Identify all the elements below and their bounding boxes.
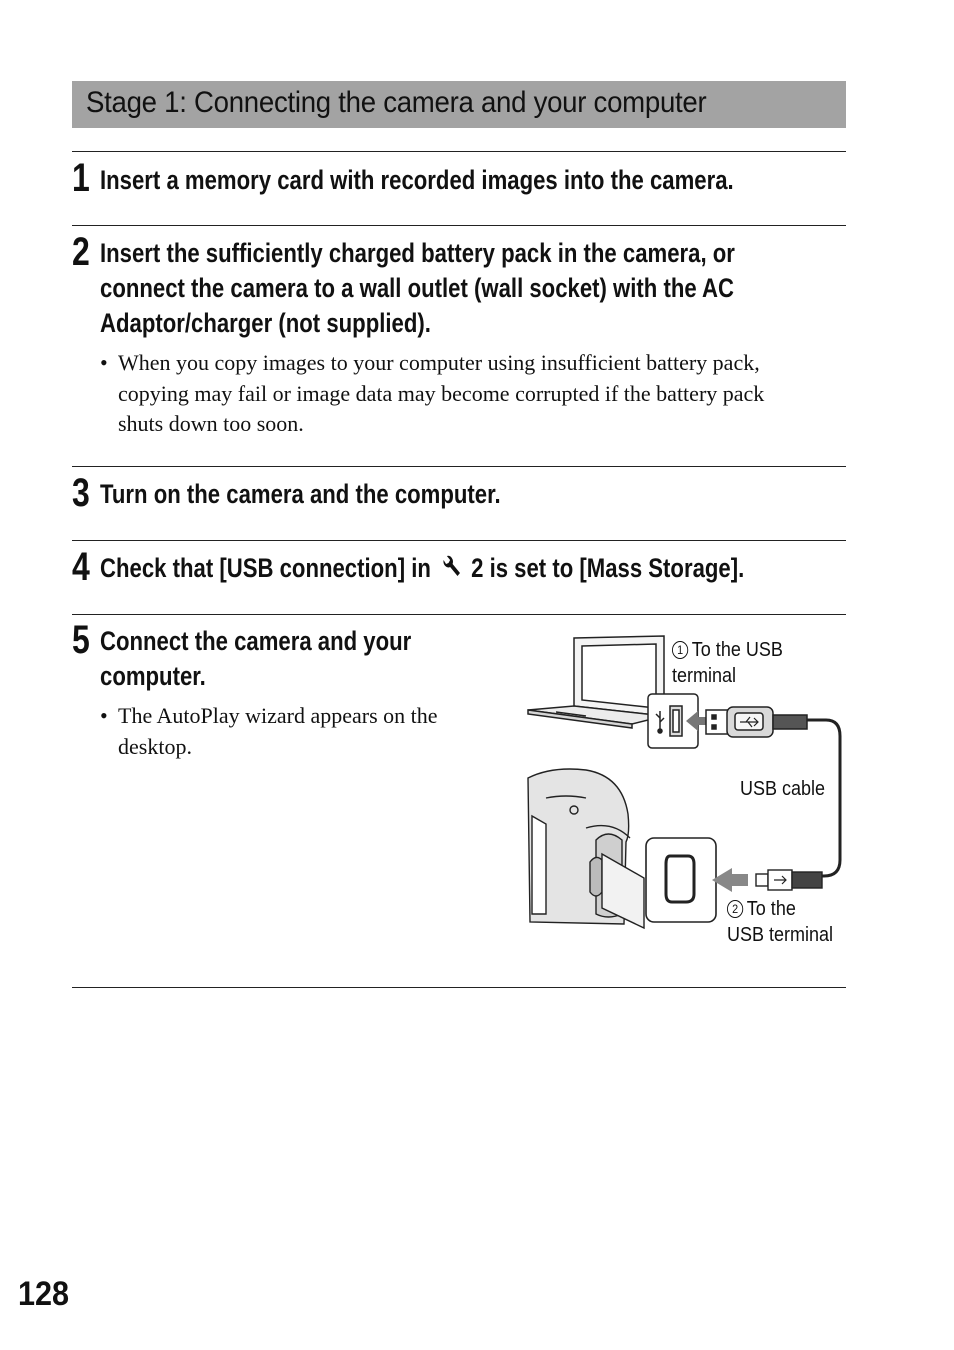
step-heading: [100, 551, 744, 586]
callout-line: To the: [746, 898, 796, 920]
wrench-setup-icon: [440, 554, 461, 580]
camera-icon: [528, 769, 644, 928]
stage-heading-bar: [72, 81, 846, 128]
bullet-note: [100, 701, 438, 762]
step-heading: [100, 163, 734, 198]
divider: [72, 466, 846, 467]
step-heading: [100, 477, 501, 512]
step-number: 2: [72, 230, 90, 274]
callout-number: 1: [672, 641, 688, 659]
step-heading-line: Insert the sufficiently charged battery pack in the camera, or: [100, 238, 735, 268]
divider: [72, 614, 846, 615]
step-heading-text: Check that [USB connection] in: [100, 553, 431, 583]
callout-line: USB terminal: [727, 924, 834, 946]
page-number: 128: [18, 1275, 70, 1313]
bullet-line: When you copy images to your computer using insufficient battery pack,: [118, 350, 760, 375]
bullet-line: The AutoPlay wizard appears on the: [118, 703, 438, 728]
step-heading-line: Adaptor/charger (not supplied).: [100, 308, 431, 338]
arrow-left-icon: [712, 868, 748, 892]
divider: [72, 225, 846, 226]
bullet-note: [100, 348, 764, 440]
usb-port-icon: [646, 838, 716, 922]
step-number: 4: [72, 545, 90, 589]
callout-line: terminal: [672, 665, 737, 687]
bullet-mark: •: [100, 350, 108, 375]
bullet-line: desktop.: [118, 733, 192, 759]
step-heading-line: computer.: [100, 661, 206, 691]
callout-line: To the USB: [691, 639, 783, 661]
callout-usb-terminal-camera: [727, 896, 833, 948]
usb-connection-diagram: [526, 628, 856, 958]
divider: [72, 540, 846, 541]
stage-title: Stage 1: Connecting the camera and your computer: [86, 86, 707, 119]
usb-cable-label: USB cable: [740, 778, 826, 800]
bullet-line: shuts down too soon.: [118, 411, 304, 436]
step-number: 5: [72, 618, 90, 662]
step-heading-line: Connect the camera and your: [100, 626, 412, 656]
step-heading: [100, 624, 411, 694]
step-heading-line: Insert a memory card with recorded images into the camera.: [100, 165, 734, 195]
divider: [72, 987, 846, 988]
callout-usb-terminal-computer: [672, 637, 783, 689]
callout-number: 2: [727, 900, 743, 918]
step-heading-line: connect the camera to a wall outlet (wall socket) with the AC: [100, 273, 734, 303]
step-heading-text: 2 is set to [Mass Storage].: [471, 553, 745, 583]
step-number: 1: [72, 156, 90, 200]
step-number: 3: [72, 471, 90, 515]
usb-plug-icon: [756, 870, 822, 890]
divider: [72, 151, 846, 152]
step-heading-line: Turn on the camera and the computer.: [100, 479, 501, 509]
bullet-line: copying may fail or image data may become corrupted if the battery pack: [118, 380, 765, 406]
bullet-mark: •: [100, 703, 108, 728]
laptop-icon: [528, 636, 664, 728]
step-heading: [100, 236, 735, 341]
